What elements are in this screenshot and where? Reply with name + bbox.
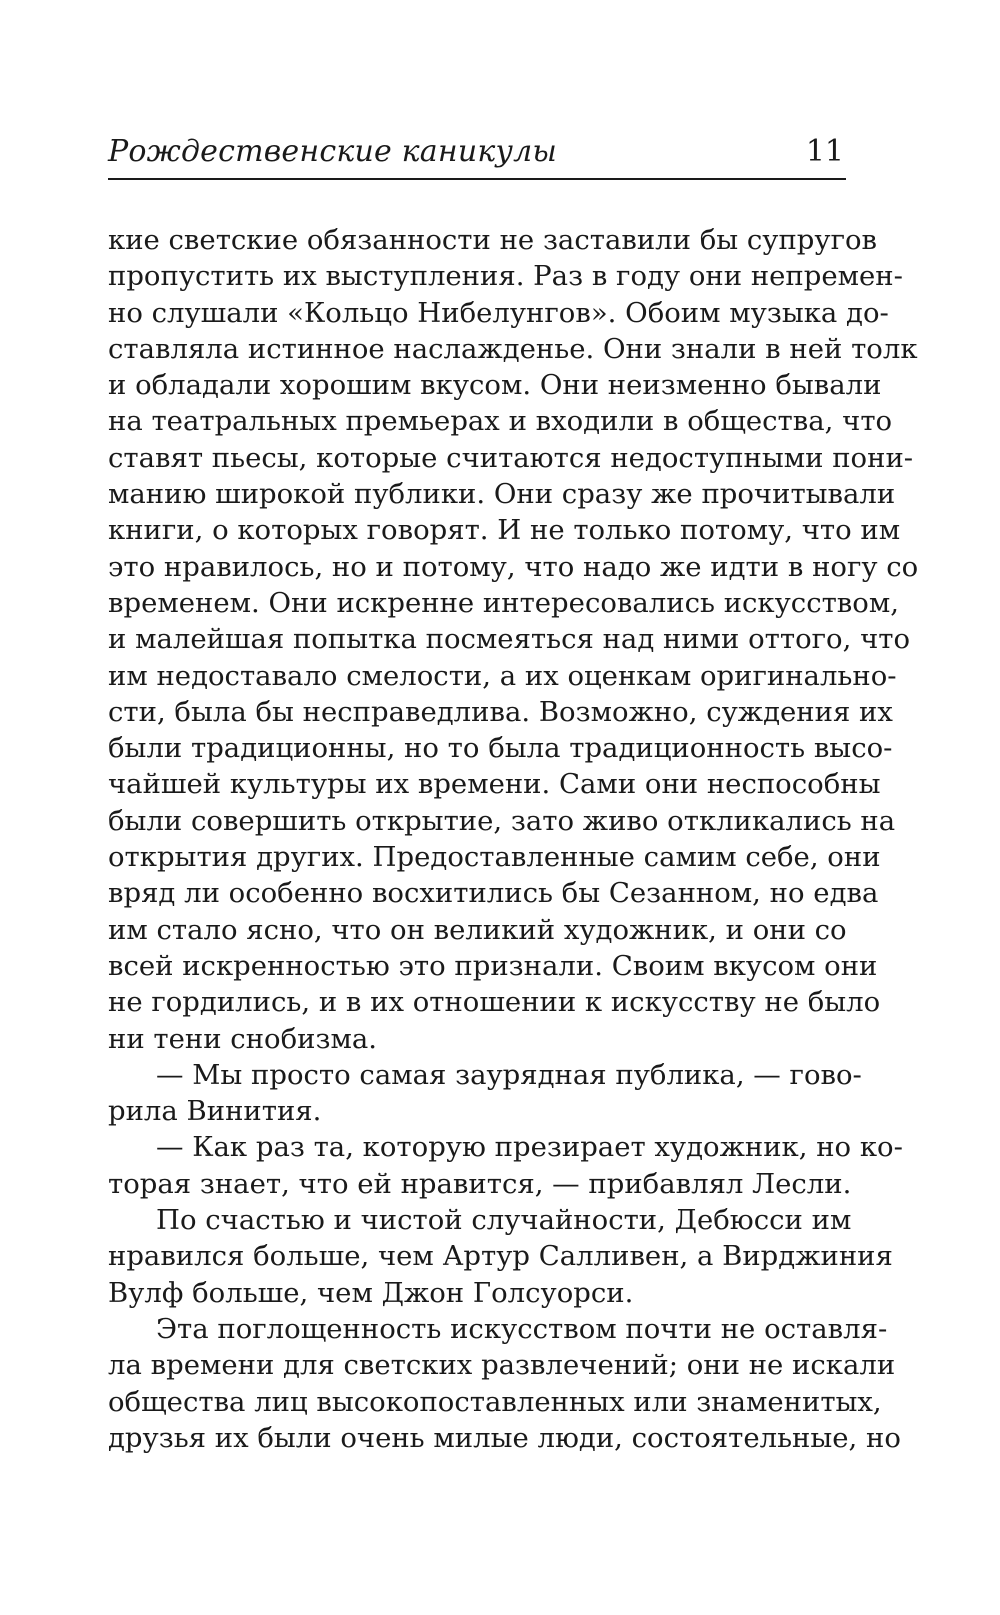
dialogue-line: — Мы просто самая заурядная публика, — гово- xyxy=(156,1058,862,1091)
text-line: вряд ли особенно восхитились бы Сезанном, но едва xyxy=(108,877,879,910)
text-line: временем. Они искренне интересовались искусством, xyxy=(108,586,899,619)
text-line: Вулф больше, чем Джон Голсуорси. xyxy=(108,1276,634,1309)
body-text xyxy=(108,222,919,1456)
dialogue-line: — Как раз та, которую презирает художник, но ко- xyxy=(156,1131,903,1164)
dialogue-line: рила Винития. xyxy=(108,1095,322,1128)
text-line: общества лиц высокопоставленных или знаменитых, xyxy=(108,1385,882,1418)
text-line: были традиционны, но то была традиционность высо- xyxy=(108,732,893,765)
text-line: По счастью и чистой случайности, Дебюсси им xyxy=(156,1204,852,1237)
text-line: ставляла истинное наслажденье. Они знали в ней толк xyxy=(108,332,918,365)
text-line: открытия других. Предоставленные самим себе, они xyxy=(108,841,881,874)
text-line: и обладали хорошим вкусом. Они неизменно бывали xyxy=(108,369,882,402)
text-line: Эта поглощенность искусством почти не оставля- xyxy=(156,1312,888,1345)
text-line: сти, была бы несправедлива. Возможно, суждения их xyxy=(108,695,893,728)
text-line: ставят пьесы, которые считаются недоступными пони- xyxy=(108,441,914,474)
text-line: это нравилось, но и потому, что надо же идти в ногу со xyxy=(108,550,919,583)
text-line: кие светские обязанности не заставили бы супругов xyxy=(108,224,878,256)
page-number: 11 xyxy=(805,134,844,169)
text-line: чайшей культуры их времени. Сами они неспособны xyxy=(108,768,881,801)
text-line: не гордились, и в их отношении к искусству не было xyxy=(108,986,881,1019)
dialogue-line: торая знает, что ей нравится, — прибавлял Лесли. xyxy=(108,1167,852,1200)
text-line: пропустить их выступления. Раз в году они непремен- xyxy=(108,260,903,293)
text-line: книги, о которых говорят. И не только потому, что им xyxy=(108,514,901,547)
text-line: манию широкой публики. Они сразу же прочитывали xyxy=(108,478,896,511)
text-line: на театральных премьерах и входили в общества, что xyxy=(108,405,893,438)
text-line: им недоставало смелости, а их оценкам оригинально- xyxy=(108,659,897,692)
text-line: ла времени для светских развлечений; они не искали xyxy=(108,1349,896,1382)
text-line: всей искренностью это признали. Своим вкусом они xyxy=(108,949,878,982)
book-page xyxy=(108,126,919,1456)
text-line: были совершить открытие, зато живо откликались на xyxy=(108,804,896,837)
text-line: друзья их были очень милые люди, состоятельные, но xyxy=(108,1421,901,1454)
running-head xyxy=(108,126,846,180)
text-line: нравился больше, чем Артур Салливен, а Вирджиния xyxy=(108,1240,893,1273)
text-line: им стало ясно, что он великий художник, и они со xyxy=(108,913,847,946)
running-title: Рождественские каникулы xyxy=(108,134,558,169)
text-line: ни тени снобизма. xyxy=(108,1022,377,1055)
text-line: и малейшая попытка посмеяться над ними оттого, что xyxy=(108,623,911,656)
text-line: но слушали «Кольцо Нибелунгов». Обоим музыка до- xyxy=(108,296,889,329)
